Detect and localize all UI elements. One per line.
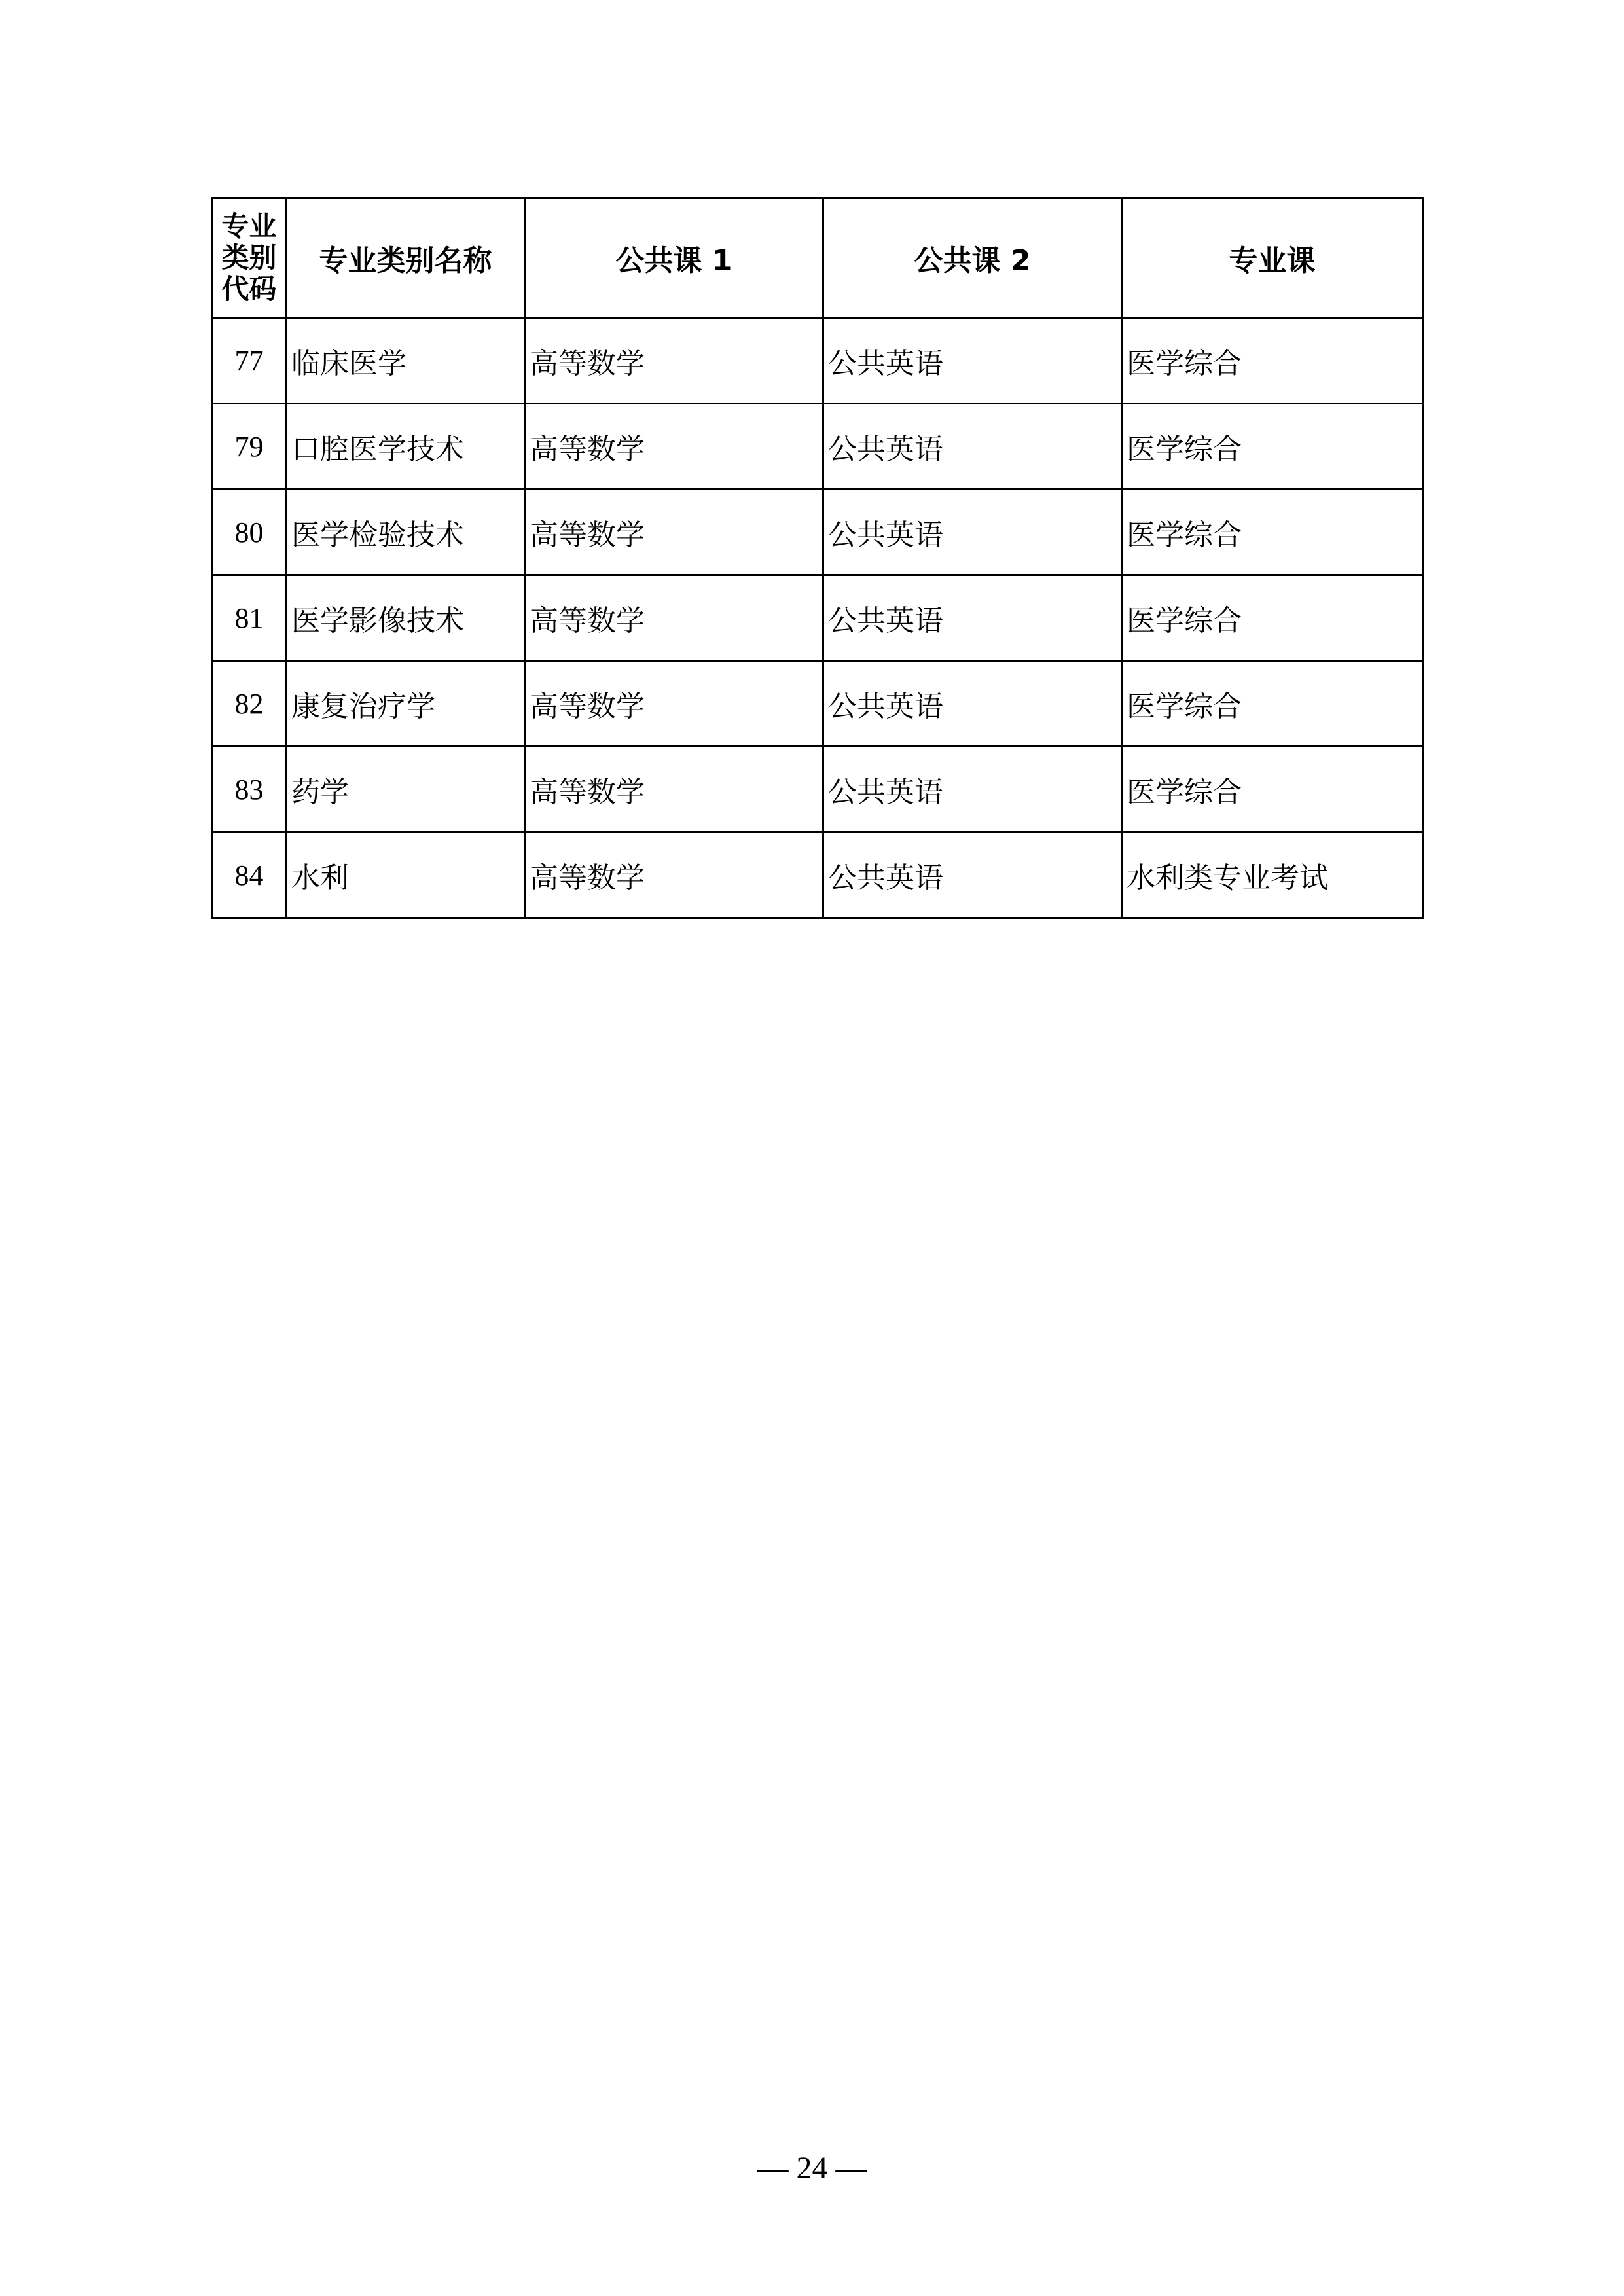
cell-public2: 公共英语 <box>823 661 1122 747</box>
cell-code: 77 <box>212 318 287 404</box>
table-row <box>212 404 1423 490</box>
table-row <box>212 318 1423 404</box>
cell-public1: 高等数学 <box>525 747 823 833</box>
cell-public2: 公共英语 <box>823 575 1122 661</box>
header-public1: 公共课 1 <box>525 198 823 318</box>
cell-name: 药学 <box>287 747 525 833</box>
cell-name: 口腔医学技术 <box>287 404 525 490</box>
cell-major: 医学综合 <box>1122 490 1423 575</box>
cell-public1: 高等数学 <box>525 575 823 661</box>
cell-major: 医学综合 <box>1122 661 1423 747</box>
cell-major: 水利类专业考试 <box>1122 833 1423 918</box>
cell-public2: 公共英语 <box>823 490 1122 575</box>
cell-public2: 公共英语 <box>823 833 1122 918</box>
cell-name: 临床医学 <box>287 318 525 404</box>
table-row <box>212 747 1423 833</box>
table-row <box>212 833 1423 918</box>
header-name: 专业类别名称 <box>287 198 525 318</box>
cell-major: 医学综合 <box>1122 318 1423 404</box>
header-major: 专业课 <box>1122 198 1423 318</box>
table-body <box>212 318 1423 918</box>
cell-public1: 高等数学 <box>525 661 823 747</box>
table-row <box>212 661 1423 747</box>
cell-name: 水利 <box>287 833 525 918</box>
header-code-line: 代码 <box>221 273 277 305</box>
table-row <box>212 575 1423 661</box>
table-header <box>212 198 1423 318</box>
cell-code: 80 <box>212 490 287 575</box>
header-code <box>212 198 287 318</box>
cell-public2: 公共英语 <box>823 747 1122 833</box>
header-public2: 公共课 2 <box>823 198 1122 318</box>
subject-table <box>211 197 1424 919</box>
cell-public1: 高等数学 <box>525 404 823 490</box>
cell-code: 84 <box>212 833 287 918</box>
cell-public1: 高等数学 <box>525 833 823 918</box>
cell-public2: 公共英语 <box>823 318 1122 404</box>
header-code-line: 类别 <box>221 242 277 274</box>
page-number: — 24 — <box>757 2151 867 2185</box>
header-row <box>212 198 1423 318</box>
header-code-line: 专业 <box>221 210 277 242</box>
cell-name: 康复治疗学 <box>287 661 525 747</box>
cell-name: 医学影像技术 <box>287 575 525 661</box>
cell-name: 医学检验技术 <box>287 490 525 575</box>
table-row <box>212 490 1423 575</box>
cell-code: 82 <box>212 661 287 747</box>
cell-public1: 高等数学 <box>525 318 823 404</box>
cell-code: 81 <box>212 575 287 661</box>
cell-code: 83 <box>212 747 287 833</box>
cell-major: 医学综合 <box>1122 747 1423 833</box>
cell-major: 医学综合 <box>1122 404 1423 490</box>
cell-public1: 高等数学 <box>525 490 823 575</box>
cell-major: 医学综合 <box>1122 575 1423 661</box>
cell-code: 79 <box>212 404 287 490</box>
cell-public2: 公共英语 <box>823 404 1122 490</box>
